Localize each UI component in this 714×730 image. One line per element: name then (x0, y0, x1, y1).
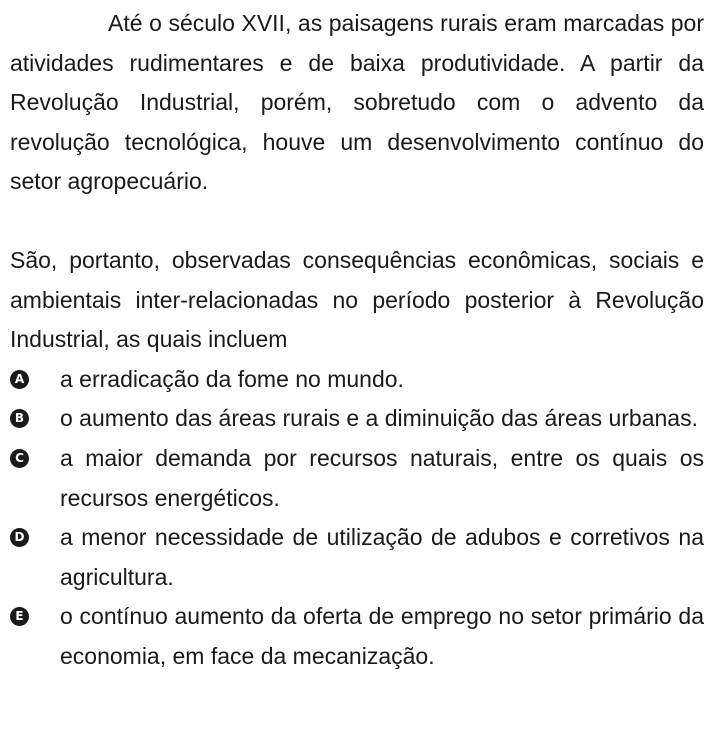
question-stem-paragraph-2: São, portanto, observadas consequências econômicas, sociais e ambientais inter-relacionadas no período posterior à Revolução Industrial, as quais incluem (10, 246, 704, 353)
option-b-text: o aumento das áreas rurais e a diminuição das áreas urbanas. (60, 405, 698, 432)
option-e-badge-icon: E (10, 607, 29, 626)
paragraph-spacer (10, 202, 704, 241)
option-a-badge-icon: A (10, 370, 29, 389)
answer-option-d[interactable] (10, 518, 704, 597)
option-d-badge-icon: D (10, 528, 29, 547)
option-c-badge-icon: C (10, 449, 29, 468)
option-d-text: a menor necessidade de utilização de adubos e corretivos na agricultura. (60, 524, 704, 590)
option-e-text: o contínuo aumento da oferta de emprego no setor primário da economia, em face da mecanização. (60, 603, 704, 669)
answer-options-list (10, 360, 704, 677)
answer-option-a[interactable] (10, 360, 704, 400)
option-a-text: a erradicação da fome no mundo. (60, 365, 404, 392)
answer-option-c[interactable] (10, 439, 704, 518)
option-c-text: a maior demanda por recursos naturais, entre os quais os recursos energéticos. (60, 444, 704, 511)
option-b-badge-icon: B (10, 409, 29, 428)
answer-option-e[interactable] (10, 597, 704, 676)
answer-option-b[interactable] (10, 399, 704, 439)
question-block (10, 4, 704, 677)
question-text-paragraph-1: Até o século XVII, as paisagens rurais eram marcadas por atividades rudimentares e de baixa produtividade. A partir da Revolução Industrial, porém, sobretudo com o advento da revolução tecnológica, houve um desenvolvimento contínuo do setor agropecuário. (10, 10, 704, 195)
